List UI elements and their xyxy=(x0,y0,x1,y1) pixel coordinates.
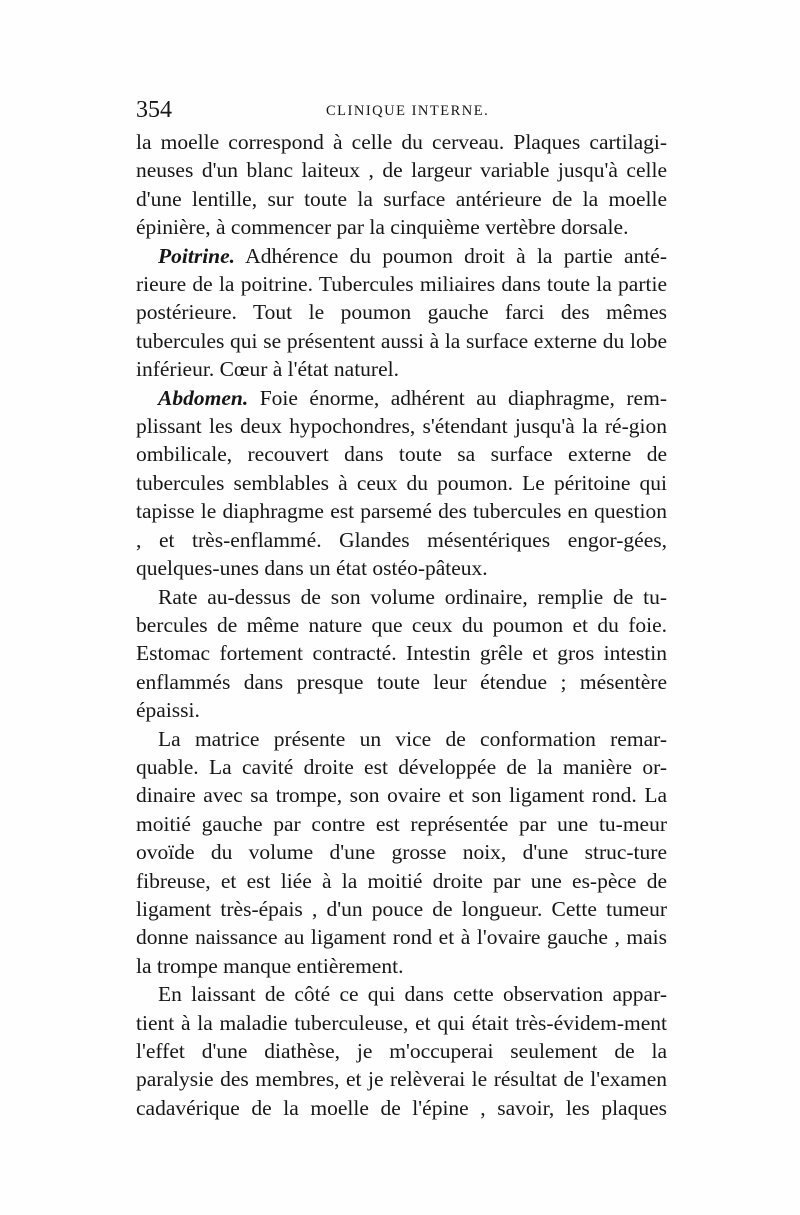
page-header xyxy=(136,97,670,127)
paragraph-continuation xyxy=(136,128,667,242)
paragraph-poitrine xyxy=(136,242,667,384)
body-text xyxy=(136,128,667,1122)
paragraph-rate xyxy=(136,583,667,725)
paragraph-matrice xyxy=(136,725,667,981)
paragraph-abdomen xyxy=(136,384,667,583)
paragraph-text: Rate au-dessus de son volume ordinaire, remplie de tu-bercules de même nature que ceux du poumon et du foie. Estomac fortement contracté. Intestin grêle et gros intestin enflammés dans presque toute leur étendue ; mésentère épaissi. xyxy=(136,584,667,723)
page-number: 354 xyxy=(136,97,172,123)
paragraph-text: La matrice présente un vice de conformation remar-quable. La cavité droite est développée de la manière or-dinaire avec sa trompe, son ovaire et son ligament rond. La moitié gauche par contre est représentée par une tu-meur ovoïde du volume d'une grosse noix, d'une struc-ture fibreuse, et est liée à la moitié droite par une es-pèce de ligament très-épais , d'un pouce de longueur. Cette tumeur donne naissance au ligament rond et à l'ovaire gauche , mais la trompe manque entièrement. xyxy=(136,726,667,978)
section-lead-poitrine: Poitrine. xyxy=(158,243,236,268)
paragraph-conclusion xyxy=(136,980,667,1122)
paragraph-text: Adhérence du poumon droit à la partie anté-rieure de la poitrine. Tubercules miliaires dans toute la partie postérieure. Tout le poumon gauche farci des mêmes tubercules qui se présentent aussi à la surface externe du lobe inférieur. Cœur à l'état naturel. xyxy=(136,243,667,382)
paragraph-text: la moelle correspond à celle du cerveau. Plaques cartilagi-neuses d'un blanc laiteux , de largeur variable jusqu'à celle d'une lentille, sur toute la surface antérieure de la moelle épinière, à commencer par la cinquième vertèbre dorsale. xyxy=(136,130,667,240)
paragraph-text: Foie énorme, adhérent au diaphragme, rem-plissant les deux hypochondres, s'étendant jusqu'à la ré-gion ombilicale, recouvert dans toute sa surface externe de tubercules semblables à ceux du poumon. Le péritoine qui tapisse le diaphragme est parsemé des tubercules en question , et très-enflammé. Glandes mésentériques engor-gées, quelques-unes dans un état ostéo-pâteux. xyxy=(136,385,667,581)
running-title: CLINIQUE INTERNE. xyxy=(326,103,490,119)
paragraph-text: En laissant de côté ce qui dans cette observation appar-tient à la maladie tuberculeuse, et qui était très-évidem-ment l'effet d'une diathèse, je m'occuperai seulement de la paralysie des membres, et je relèverai le résultat de l'examen cadavérique de la moelle de l'épine , savoir, les plaques xyxy=(136,982,667,1120)
section-lead-abdomen: Abdomen. xyxy=(158,385,249,410)
